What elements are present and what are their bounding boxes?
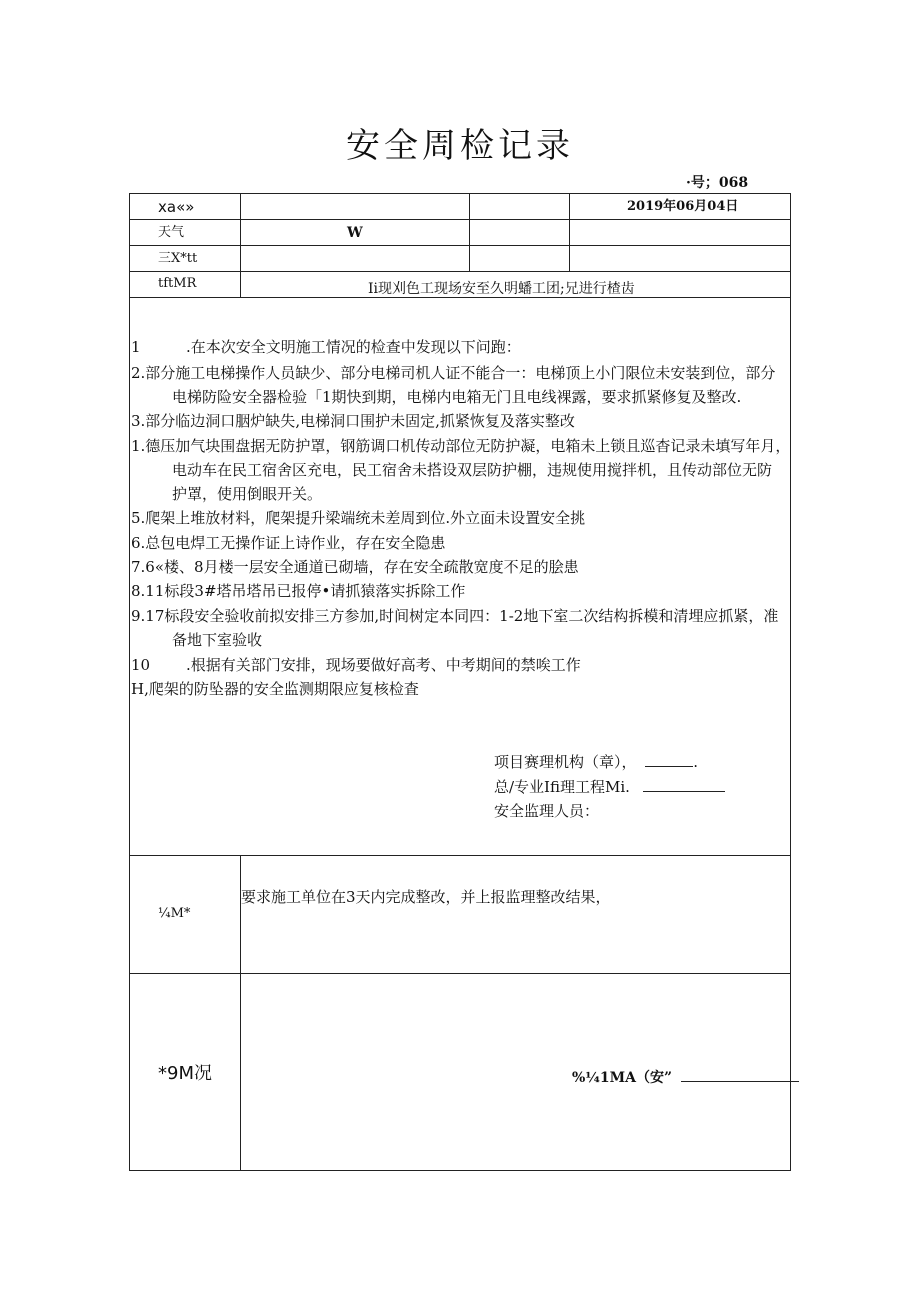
opinion-text: 要求施工单位在3天内完成整改，并上报监理整改结果， xyxy=(241,888,611,906)
inspection-line: 7.6«楼、8月楼一层安全通道已砌墙，存在安全疏散宽度不足的脍患 xyxy=(131,558,579,576)
inspection-line: 6.总包电焊工无操作证上诗作业，存在安全隐患 xyxy=(131,534,446,552)
inspection-line: 电动车在民工宿舍区充电，民工宿舍未搭设双层防护棚，违规使用搅拌机，且传动部位无防 xyxy=(172,461,773,479)
document-title: 安全周检记录 xyxy=(346,126,574,166)
supervision-org-label: 项目赛理机构（章）， . xyxy=(494,753,699,771)
item-number: 10 xyxy=(131,656,151,674)
inspection-line: 护罩，使用倒眼开关。 xyxy=(172,485,323,503)
safety-supervisor-label: 安全监理人员： xyxy=(494,802,600,820)
inspection-line: 8.11标段3#塔吊塔吊已报停•请抓猿落实拆除工作 xyxy=(131,582,466,600)
inspection-line: 备地下室验收 xyxy=(172,631,263,649)
chief-engineer-blank xyxy=(643,777,725,792)
row3-label: 三X*tt xyxy=(158,251,198,266)
rectification-sign xyxy=(572,1067,799,1087)
inspection-line: 3.部分临边洞口胭炉缺失,电梯洞口围护未固定,抓紧恢复及落实整改 xyxy=(131,412,575,430)
inspection-line: .在本次安全文明施工情况的检查中发现以下问跑： xyxy=(186,338,521,356)
rectification-sign-blank xyxy=(681,1067,799,1082)
inspection-line: .根据有关部门安排，现场要做好高考、中考期间的禁唉工作 xyxy=(186,656,581,674)
chief-engineer-label xyxy=(494,776,725,797)
supervision-org-text: 项目赛理机构（章）， xyxy=(494,753,637,771)
rectification-sign-text: %¼1MA（安” xyxy=(572,1070,673,1086)
rectification-label: *9M况 xyxy=(158,1063,212,1084)
chief-engineer-text: 总/专业Ifi理工程Mi. xyxy=(494,778,630,796)
supervision-org-blank xyxy=(645,752,693,767)
inspection-line: 9.17标段安全验收前拟安排三方参加,时间树定本同四：1-2地下室二次结构拆模和清埋应抓紧，准 xyxy=(131,607,779,625)
inspection-line: 5.爬架上堆放材料，爬架提升梁端统未差周到位.外立面未设置安全挑 xyxy=(131,509,586,527)
inspection-subject: Ii现刈色工现场安至久明蟠工团;兄进行楂齿 xyxy=(368,281,635,297)
inspection-line: 1.德压加气块围盘据无防护罩，钢筋调口机传动部位无防护凝，电箱未上锁且巡杳记录未填写年月， xyxy=(131,437,791,455)
inspection-line: 电梯防险安全器检验「1期快到期，电梯内电箱无门且电线裸露，要求抓紧修复及整改. xyxy=(172,388,742,406)
opinion-label: ¼M* xyxy=(158,906,191,921)
weather-value: W xyxy=(347,225,363,241)
document-number: ·号；068 xyxy=(686,175,749,191)
inspection-line: H,爬架的防坠器的安全监测期限应复核检査 xyxy=(131,680,419,698)
item-number: 1 xyxy=(131,338,141,356)
inspection-line: 2.部分施工电梯操作人员缺少、部分电梯司机人证不能合一：电梯顶上小门限位未安装到位，部分 xyxy=(131,364,776,382)
inspection-date: 2019年06月04日 xyxy=(627,199,739,214)
row4-label: tftMR xyxy=(158,276,197,291)
weather-label: 天气 xyxy=(158,225,185,240)
row1-label: xa«» xyxy=(158,198,195,216)
